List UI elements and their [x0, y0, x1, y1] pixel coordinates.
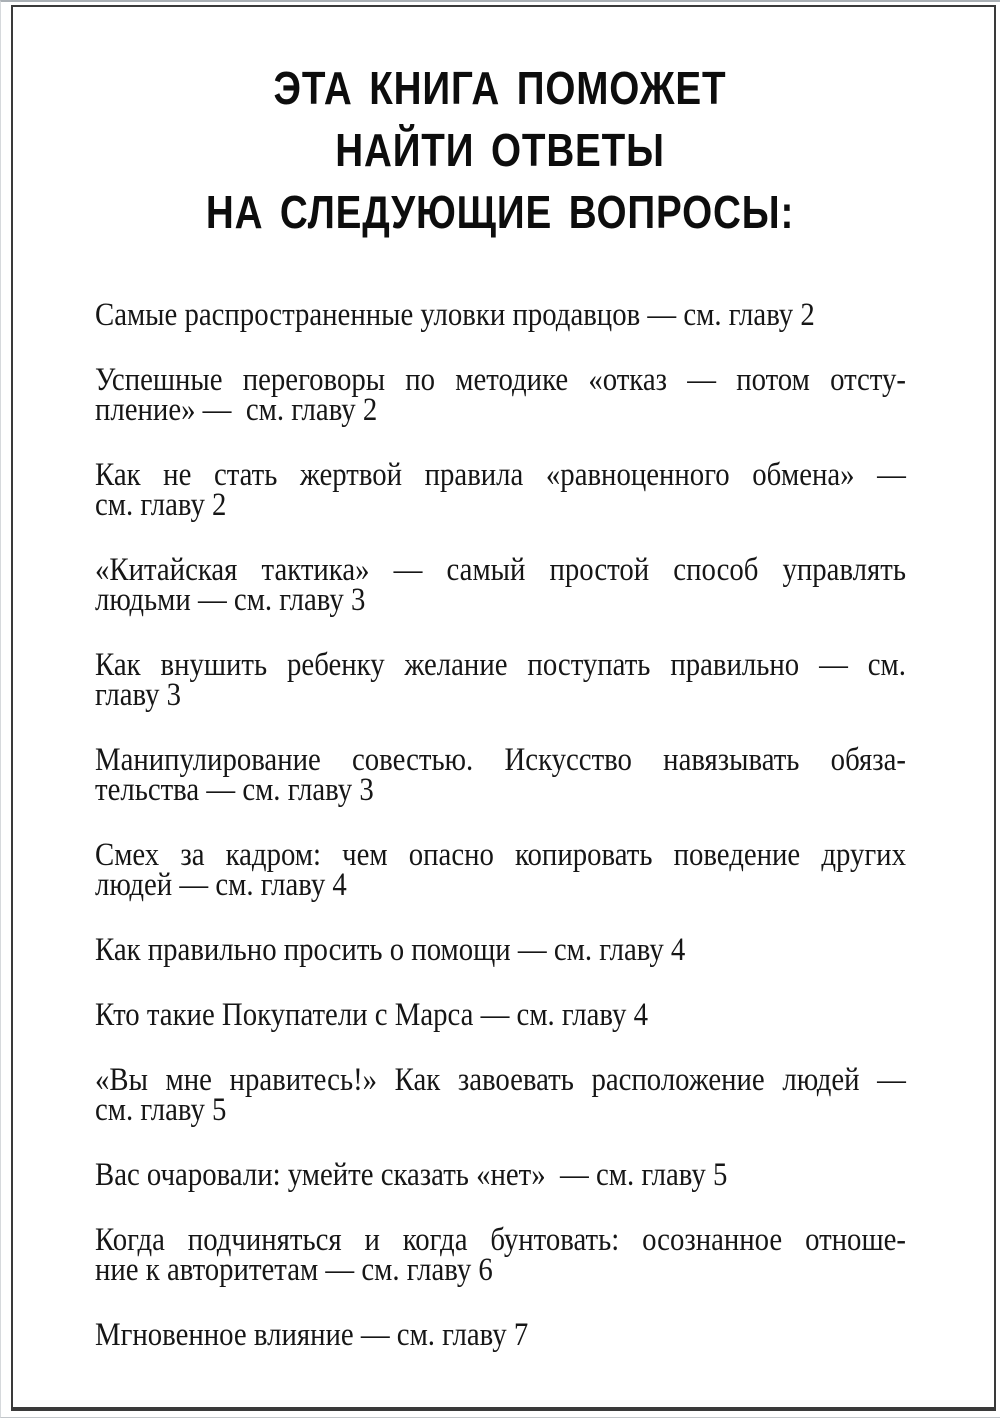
list-item-line: «Вы мне нравитесь!» Как завоевать расположение людей — — [95, 1062, 906, 1098]
list-item — [95, 1317, 906, 1353]
list-item-line: пление» — см. главу 2 — [95, 392, 378, 428]
list-item-line: Мгновенное влияние — см. главу 7 — [95, 1317, 529, 1353]
list-item-line: см. главу 2 — [95, 487, 227, 523]
list-item-line: Как внушить ребенку желание поступать правильно — см. — [95, 647, 906, 683]
list-item-line: ние к авторитетам — см. главу 6 — [95, 1252, 493, 1288]
list-item — [95, 742, 906, 808]
list-item — [95, 647, 906, 713]
list-item-line: главу 3 — [95, 677, 182, 713]
list-item-line: Как не стать жертвой правила «равноценного обмена» — — [95, 457, 906, 493]
list-item — [95, 362, 906, 428]
list-item — [95, 552, 906, 618]
list-item-line: Вас очаровали: умейте сказать «нет» — см. главу 5 — [95, 1157, 728, 1193]
page-title — [95, 0, 905, 243]
list-item-line: Смех за кадром: чем опасно копировать поведение других — [95, 837, 906, 873]
list-item-line: тельства — см. главу 3 — [95, 772, 374, 808]
title-line: НАЙТИ ОТВЕТЫ — [335, 124, 665, 176]
question-list — [95, 297, 906, 1353]
page-content — [95, 0, 1000, 1385]
list-item-line: Самые распространенные уловки продавцов — см. главу 2 — [95, 297, 815, 333]
list-item — [95, 1157, 906, 1193]
list-item — [95, 1062, 906, 1128]
list-item-line: Манипулирование совестью. Искусство навязывать обяза- — [95, 742, 906, 778]
title-line: ЭТА КНИГА ПОМОЖЕТ — [273, 62, 727, 114]
title-line: НА СЛЕДУЮЩИЕ ВОПРОСЫ: — [205, 186, 795, 238]
list-item-line: Когда подчиняться и когда бунтовать: осознанное отноше- — [95, 1222, 906, 1258]
list-item — [95, 997, 906, 1033]
list-item-line: Как правильно просить о помощи — см. главу 4 — [95, 932, 686, 968]
list-item — [95, 1222, 906, 1288]
list-item-line: людей — см. главу 4 — [95, 867, 347, 903]
list-item — [95, 837, 906, 903]
list-item-line: Кто такие Покупатели с Марса — см. главу 4 — [95, 997, 648, 1033]
list-item — [95, 932, 906, 968]
list-item — [95, 297, 906, 333]
list-item-line: см. главу 5 — [95, 1092, 227, 1128]
list-item — [95, 457, 906, 523]
list-item-line: людьми — см. главу 3 — [95, 582, 366, 618]
list-item-line: «Китайская тактика» — самый простой способ управлять — [95, 552, 906, 588]
list-item-line: Успешные переговоры по методике «отказ — потом отсту- — [95, 362, 906, 398]
